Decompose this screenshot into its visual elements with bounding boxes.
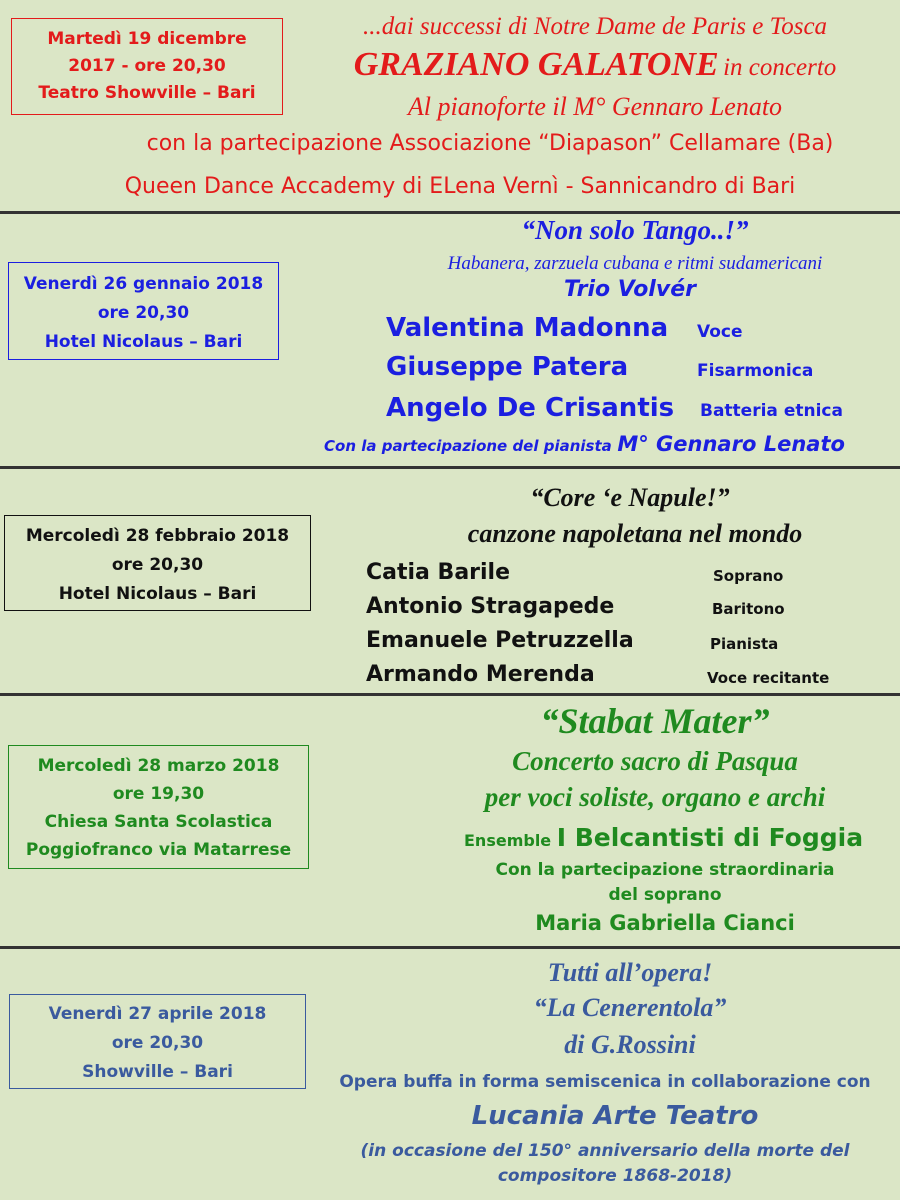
event1-date: Martedì 19 dicembre xyxy=(47,29,247,49)
event4-title: “Stabat Mater” xyxy=(540,701,770,741)
event5-time: ore 20,30 xyxy=(111,1033,204,1053)
event4-guest-2: del soprano xyxy=(608,885,722,905)
event1-headliner-line xyxy=(300,46,890,84)
event1-venue: Teatro Showville – Bari xyxy=(38,83,256,103)
event2-venue: Hotel Nicolaus – Bari xyxy=(44,332,243,352)
event3-performer-name: Emanuele Petruzzella xyxy=(366,628,634,653)
event1-participation: con la partecipazione Associazione “Diapason” Cellamare (Ba) xyxy=(146,131,834,156)
separator-2 xyxy=(0,466,900,469)
event2-subtitle: Habanera, zarzuela cubana e ritmi sudamericani xyxy=(447,253,823,274)
event3-performer-role: Voce recitante xyxy=(707,669,830,687)
event3-title: “Core ‘e Napule!” xyxy=(530,483,730,512)
event1-date-box xyxy=(11,18,283,115)
separator-4 xyxy=(0,946,900,949)
event5-title-1: Tutti all’opera! xyxy=(547,958,713,987)
event5-venue: Showville – Bari xyxy=(82,1062,233,1082)
event5-date: Venerdì 27 aprile 2018 xyxy=(48,1004,267,1024)
event4-guest-name: Maria Gabriella Cianci xyxy=(535,911,795,935)
event3-subtitle: canzone napoletana nel mondo xyxy=(467,519,803,548)
event5-note-1: (in occasione del 150° anniversario della morte del xyxy=(360,1141,850,1161)
event4-subtitle-2: per voci soliste, organo e archi xyxy=(484,782,826,812)
event1-tagline: ...dai successi di Notre Dame de Paris e Tosca xyxy=(362,13,828,40)
event2-date-box xyxy=(8,262,279,360)
event3-performer-role: Pianista xyxy=(710,635,779,653)
event2-group: Trio Volvér xyxy=(564,277,696,302)
event4-venue: Chiesa Santa Scolastica xyxy=(44,812,273,832)
event3-performer-role: Soprano xyxy=(713,567,784,585)
event2-performer-name: Valentina Madonna xyxy=(386,313,669,343)
event3-performer-name: Armando Merenda xyxy=(366,662,595,687)
event4-guest-1: Con la partecipazione straordinaria xyxy=(495,860,835,880)
event2-guest-name: M° Gennaro Lenato xyxy=(617,432,845,456)
event4-address: Poggiofranco via Matarrese xyxy=(25,840,292,860)
event4-ensemble-name: I Belcantisti di Foggia xyxy=(556,823,864,852)
event2-performer-name: Angelo De Crisantis xyxy=(386,393,675,423)
event4-date-box xyxy=(8,745,309,869)
event3-time: ore 20,30 xyxy=(111,555,204,575)
event3-performer-name: Catia Barile xyxy=(366,560,511,585)
event2-performer-role: Voce xyxy=(697,322,743,342)
event1-piano: Al pianoforte il M° Gennaro Lenato xyxy=(407,92,783,121)
event1-headliner-suffix: in concerto xyxy=(723,54,837,81)
event4-subtitle-1: Concerto sacro di Pasqua xyxy=(512,746,798,776)
event5-description: Opera buffa in forma semiscenica in collaborazione con xyxy=(339,1072,871,1092)
event3-performer-role: Baritono xyxy=(712,600,785,618)
event4-ensemble-line xyxy=(464,823,894,852)
event3-date: Mercoledì 28 febbraio 2018 xyxy=(25,526,290,546)
event4-time: ore 19,30 xyxy=(112,784,205,804)
event2-performer-name: Giuseppe Patera xyxy=(386,352,629,382)
event1-time: 2017 - ore 20,30 xyxy=(68,56,226,76)
event3-performer-name: Antonio Stragapede xyxy=(366,594,615,619)
event4-date: Mercoledì 28 marzo 2018 xyxy=(37,756,280,776)
event2-title: “Non solo Tango..!” xyxy=(521,215,749,245)
event2-guest-prefix: Con la partecipazione del pianista xyxy=(324,437,612,455)
event5-title-3: di G.Rossini xyxy=(564,1030,696,1059)
event2-guest-line xyxy=(324,432,894,456)
event2-date: Venerdì 26 gennaio 2018 xyxy=(23,274,264,294)
event3-date-box xyxy=(4,515,311,611)
event2-time: ore 20,30 xyxy=(97,303,190,323)
event1-dance: Queen Dance Accademy di ELena Vernì - Sannicandro di Bari xyxy=(124,174,796,199)
event5-company: Lucania Arte Teatro xyxy=(471,1101,759,1131)
event2-performer-role: Batteria etnica xyxy=(700,401,843,421)
event5-note-2: compositore 1868-2018) xyxy=(497,1166,733,1186)
event4-ensemble-prefix: Ensemble xyxy=(464,831,552,850)
event2-performer-role: Fisarmonica xyxy=(697,361,814,381)
event5-title-2: “La Cenerentola” xyxy=(533,993,727,1022)
separator-1 xyxy=(0,211,900,214)
separator-3 xyxy=(0,693,900,696)
event3-venue: Hotel Nicolaus – Bari xyxy=(58,584,257,604)
event5-date-box xyxy=(9,994,306,1089)
event1-headliner: GRAZIANO GALATONE xyxy=(353,46,719,83)
